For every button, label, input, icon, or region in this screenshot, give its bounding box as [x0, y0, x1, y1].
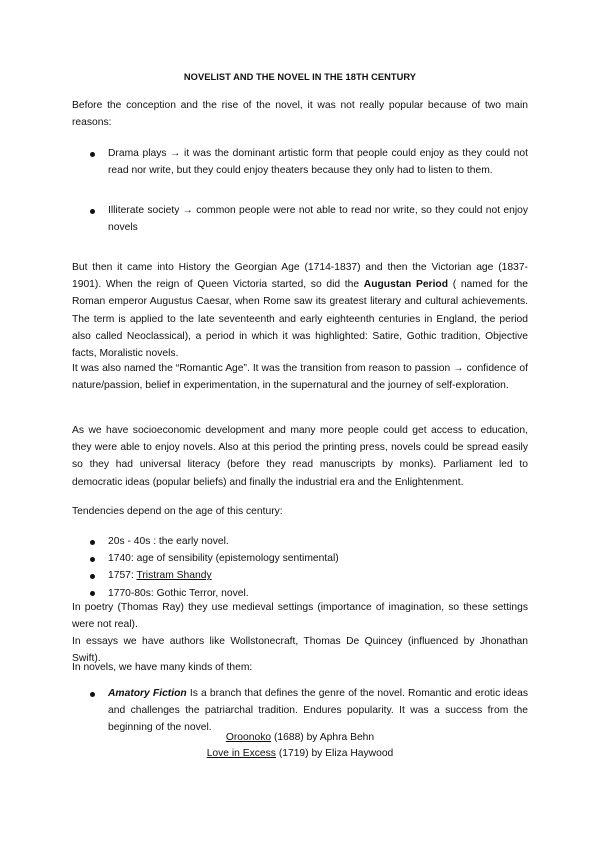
augustan-period-term: Augustan Period	[363, 279, 449, 291]
socioeconomic-paragraph: As we have socioeconomic development and many more people could get access to education, they were able to enjoy novels. Also at this period the printing press, novels could be spread easily so they had universal literacy (before they read manuscripts by monks). Parliament led to democratic ideas (popular beliefs) and finally the industrial era and the Enlightenment.	[72, 425, 528, 488]
work-detail-love-in-excess: (1719) by Eliza Haywood	[275, 748, 394, 759]
bullet-icon	[90, 209, 95, 214]
tendencies-intro: Tendencies depend on the age of this century:	[72, 506, 283, 517]
work-detail-oroonoko: (1688) by Aphra Behn	[271, 732, 375, 743]
reason-text: Illiterate society → common people were not able to read nor write, so they could not enjoy novels	[108, 205, 528, 234]
reasons-list	[0, 145, 600, 179]
essays-paragraph: In essays we have authors like Wollstonecraft, Thomas De Quincey (influenced by Jhonathan Swift).	[72, 636, 528, 665]
work-oroonoko	[72, 729, 528, 746]
tendency-text: 1770-80s: Gothic Terror, novel.	[108, 587, 249, 599]
history-text-1: But then it came into History the Georgian Age (1714-1837) and then the Victorian age (1837- 1901). When the reign of Queen Victoria started, so did the	[72, 262, 528, 291]
tendency-item	[0, 533, 600, 550]
bullet-icon	[90, 574, 95, 579]
history-text-2: ( named for the Roman emperor Augustus Caesar, when Rome saw its greatest literary and cultural achievements. The term is applied to the late seventeenth and early eighteenth centuries in England, the period also called Neoclassical), a period in which it was highlighted: Satire, Gothic tradition, Objective facts, Moralistic novels.	[72, 279, 529, 360]
bullet-icon	[90, 540, 95, 545]
bullet-icon	[90, 152, 95, 157]
tendency-text: 20s - 40s : the early novel.	[108, 536, 229, 547]
romantic-paragraph: It was also named the “Romantic Age”. It was the transition from reason to passion → confidence of nature/passion, belief in experimentation, in the supernatural and the journey of self-exploration.	[72, 363, 528, 392]
reasons-list-2	[0, 202, 600, 236]
tendency-text: 1740: age of sensibility (epistemology sentimental)	[108, 553, 339, 565]
work-title-love-in-excess: Love in Excess	[206, 748, 276, 759]
novels-paragraph: In novels, we have many kinds of them:	[72, 662, 253, 673]
document-title: NOVELIST AND THE NOVEL IN THE 18TH CENTURY	[183, 72, 417, 82]
reason-item-drama	[0, 145, 600, 179]
work-love-in-excess	[72, 745, 528, 762]
work-title-oroonoko: Oroonoko	[225, 732, 272, 743]
bullet-icon	[90, 557, 95, 562]
tendency-year: 1757:	[108, 570, 137, 582]
tendency-text	[108, 567, 528, 584]
intro-paragraph: Before the conception and the rise of the novel, it was not really popular because of two main reasons:	[72, 100, 528, 129]
history-paragraph	[72, 259, 528, 362]
bullet-icon	[90, 591, 95, 596]
tendency-item	[0, 550, 600, 567]
amatory-fiction-term: Amatory Fiction	[108, 688, 187, 699]
reason-text: Drama plays → it was the dominant artistic form that people could enjoy as they could not read nor write, but they could enjoy theaters because they only had to listen to them.	[108, 148, 528, 177]
bullet-icon	[90, 692, 95, 697]
amatory-fiction-description: Is a branch that defines the genre of the novel. Romantic and erotic ideas and challenges the patriarchal tradition. Endures popularity. It was a success from the beginning of the novel.	[108, 688, 528, 734]
tendencies-list	[0, 533, 600, 602]
tendency-item	[0, 567, 600, 584]
reason-item-illiterate	[0, 202, 600, 236]
poetry-paragraph: In poetry (Thomas Ray) they use medieval settings (importance of imagination, so these settings were not real).	[72, 602, 528, 631]
tristram-shandy-title: Tristram Shandy	[136, 570, 212, 582]
